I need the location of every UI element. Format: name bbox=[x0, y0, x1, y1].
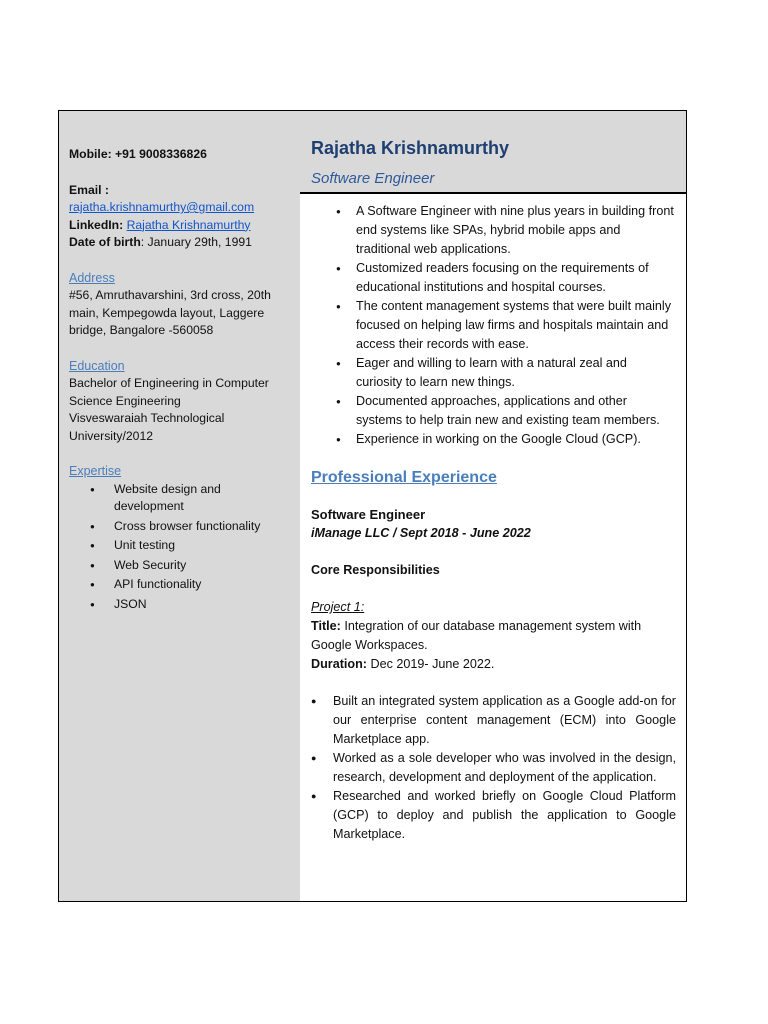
address-heading: Address bbox=[69, 270, 115, 285]
summary-list bbox=[300, 194, 686, 449]
address-line: main, Kempegowda layout, Laggere bbox=[69, 305, 265, 320]
sidebar bbox=[59, 111, 300, 901]
expertise-item: ● Website design and development bbox=[114, 481, 234, 516]
summary-item: ● Documented approaches, applications and other systems to help train new and existing team members. bbox=[356, 392, 676, 430]
role-title: Software Engineer bbox=[311, 507, 426, 522]
header bbox=[300, 111, 686, 194]
responsibility-item: ● Built an integrated system application as a Google add-on for our enterprise content management (ECM) into Google Marketplace app. bbox=[333, 692, 676, 749]
summary-item: ● A Software Engineer with nine plus years in building front end systems like SPAs, hybrid mobile apps and traditional web applications. bbox=[356, 202, 676, 259]
education-heading: Education bbox=[69, 358, 125, 373]
dob-value: : January 29th, 1991 bbox=[140, 235, 252, 249]
expertise-item: ● Web Security bbox=[114, 557, 300, 575]
job-title: Software Engineer bbox=[311, 170, 435, 187]
linkedin-label: LinkedIn: bbox=[69, 217, 124, 232]
resume-page bbox=[58, 110, 687, 902]
education-line: Bachelor of Engineering in Computer bbox=[69, 376, 269, 390]
education-line: Science Engineering bbox=[69, 393, 181, 408]
dob-label: Date of birth bbox=[69, 235, 141, 249]
expertise-item: ● Unit testing bbox=[114, 537, 300, 555]
summary-item: ● Customized readers focusing on the requirements of educational institutions and hospital courses. bbox=[356, 259, 676, 297]
responsibility-item: ● Worked as a sole developer who was involved in the design, research, development and deployment of the application. bbox=[333, 749, 676, 787]
experience-section bbox=[300, 467, 686, 844]
summary-item: ● Eager and willing to learn with a natural zeal and curiosity to learn new things. bbox=[356, 354, 676, 392]
company-dates: iManage LLC / Sept 2018 - June 2022 bbox=[311, 526, 531, 540]
summary-item: ● The content management systems that were built mainly focused on helping law firms and hospitals maintain and access their records with ease. bbox=[356, 297, 676, 354]
address-line: #56, Amruthavarshini, 3rd cross, 20th bbox=[69, 288, 271, 302]
responsibility-item: ● Researched and worked briefly on Google Cloud Platform (GCP) to deploy and publish the application to Google Marketplace. bbox=[333, 787, 676, 844]
linkedin-link[interactable]: Rajatha Krishnamurthy bbox=[126, 217, 251, 232]
main-column bbox=[300, 111, 686, 901]
project-title bbox=[311, 617, 676, 655]
education-line: Visveswaraiah Technological bbox=[69, 411, 225, 425]
project-duration bbox=[311, 655, 676, 674]
expertise-item: ● JSON bbox=[114, 596, 300, 614]
expertise-list bbox=[69, 481, 300, 614]
person-name: Rajatha Krishnamurthy bbox=[311, 138, 510, 158]
duration-label: Duration: bbox=[311, 657, 367, 671]
email-link[interactable]: rajatha.krishnamurthy@gmail.com bbox=[69, 200, 255, 214]
project-label: Project 1: bbox=[311, 600, 365, 614]
summary-item: ● Experience in working on the Google Cloud (GCP). bbox=[356, 430, 676, 449]
email-label: Email : bbox=[69, 182, 109, 197]
core-responsibilities: Core Responsibilities bbox=[311, 563, 440, 577]
mobile: Mobile: +91 9008336826 bbox=[69, 147, 207, 161]
expertise-item: ● Cross browser functionality bbox=[114, 518, 300, 536]
responsibility-list bbox=[311, 692, 676, 844]
duration-value: Dec 2019- June 2022. bbox=[366, 657, 495, 671]
title-label: Title: bbox=[311, 619, 341, 633]
experience-heading: Professional Experience bbox=[311, 469, 497, 486]
expertise-item: ● API functionality bbox=[114, 576, 300, 594]
education-line: University/2012 bbox=[69, 428, 153, 443]
address-line: bridge, Bangalore -560058 bbox=[69, 323, 214, 337]
title-value: Integration of our database management system with Google Workspaces. bbox=[311, 619, 642, 652]
expertise-heading: Expertise bbox=[69, 464, 122, 478]
